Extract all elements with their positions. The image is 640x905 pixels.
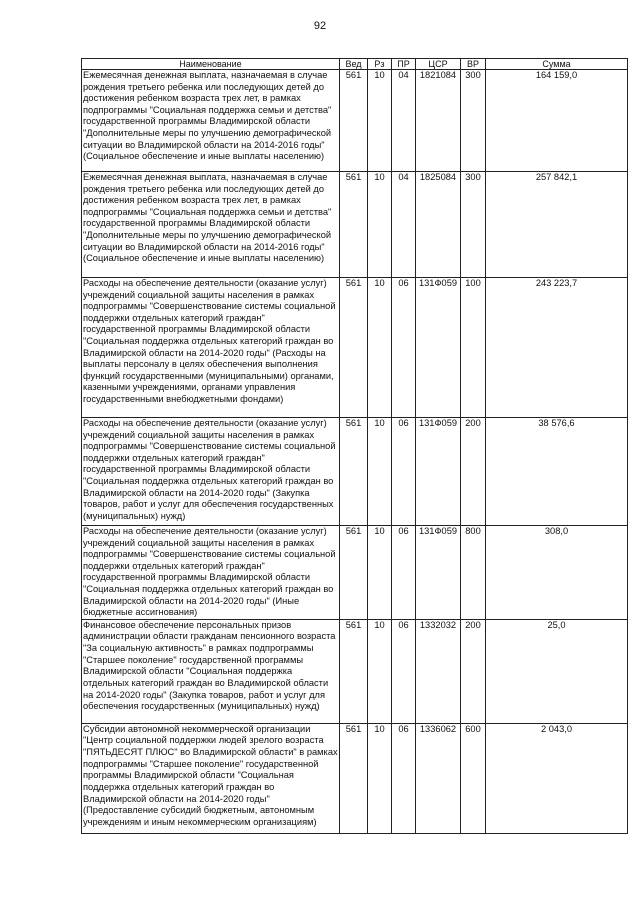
table-row [82,70,628,172]
row-name: Финансовое обеспечение персональных призов администрации области гражданам пенсионного возраста "За социальную активность" в рамках подпрограммы "Старшее поколение" государственной программы Владимирской области "Социальная поддержка отдельных категорий граждан во Владимирской области на 2014-2020 годы" (Закупка товаров, работ и услуг для обеспечения государственных (муниципальных) нужд) [82,619,340,723]
row-csr: 131Ф059 [416,526,461,620]
row-sum: 38 576,6 [486,418,628,526]
table-row [82,418,628,526]
row-rz: 10 [368,526,392,620]
row-pr: 04 [392,70,416,172]
table-row [82,526,628,620]
row-ved: 561 [340,619,368,723]
row-ved: 561 [340,418,368,526]
row-vr: 100 [461,278,486,418]
row-ved: 561 [340,278,368,418]
row-pr: 06 [392,619,416,723]
table-row [82,278,628,418]
row-csr: 1825084 [416,172,461,278]
budget-table [81,58,628,834]
header-vr: ВР [461,59,486,70]
header-name: Наименование [82,59,340,70]
row-rz: 10 [368,278,392,418]
row-pr: 06 [392,526,416,620]
row-vr: 200 [461,619,486,723]
row-rz: 10 [368,172,392,278]
row-sum: 257 842,1 [486,172,628,278]
header-rz: Рз [368,59,392,70]
row-vr: 600 [461,723,486,833]
header-csr: ЦСР [416,59,461,70]
row-rz: 10 [368,70,392,172]
row-pr: 06 [392,418,416,526]
row-sum: 25,0 [486,619,628,723]
row-ved: 561 [340,70,368,172]
row-sum: 308,0 [486,526,628,620]
row-ved: 561 [340,172,368,278]
header-pr: ПР [392,59,416,70]
row-sum: 243 223,7 [486,278,628,418]
page-number: 92 [313,20,327,32]
table-row [82,723,628,833]
row-rz: 10 [368,619,392,723]
header-ved: Вед [340,59,368,70]
row-pr: 04 [392,172,416,278]
header-sum: Сумма [486,59,628,70]
row-name: Расходы на обеспечение деятельности (оказание услуг) учреждений социальной защиты населения в рамках подпрограммы "Совершенствование системы социальной поддержки отдельных категорий граждан" государственной программы Владимирской области "Социальная поддержка отдельных категорий граждан во Владимирской области на 2014-2020 годы" (Закупка товаров, работ и услуг для обеспечения государственных (муниципальных) нужд) [82,418,340,526]
row-name: Расходы на обеспечение деятельности (оказание услуг) учреждений социальной защиты населения в рамках подпрограммы "Совершенствование системы социальной поддержки отдельных категорий граждан" государственной программы Владимирской области "Социальная поддержка отдельных категорий граждан во Владимирской области на 2014-2020 годы" (Иные бюджетные ассигнования) [82,526,340,620]
row-vr: 200 [461,418,486,526]
row-ved: 561 [340,526,368,620]
row-pr: 06 [392,723,416,833]
row-sum: 2 043,0 [486,723,628,833]
row-csr: 1336062 [416,723,461,833]
row-vr: 300 [461,172,486,278]
table-row [82,619,628,723]
row-csr: 131Ф059 [416,278,461,418]
row-name: Субсидии автономной некоммерческой организации "Центр социальной поддержки людей зрелого возраста "ПЯТЬДЕСЯТ ПЛЮС" во Владимирской области" в рамках подпрограммы "Старшее поколение" государственной программы Владимирской области "Социальная поддержка отдельных категорий граждан во Владимирской области на 2014-2020 годы" (Предоставление субсидий бюджетным, автономным учреждениям и иным некоммерческим организациям) [82,723,340,833]
row-ved: 561 [340,723,368,833]
row-pr: 06 [392,278,416,418]
row-name: Ежемесячная денежная выплата, назначаемая в случае рождения третьего ребенка или последующих детей до достижения ребенком возраста трех лет, в рамках подпрограммы "Социальная поддержка семьи и детства" государственной программы Владимирской области "Дополнительные меры по улучшению демографической ситуации во Владимирской области на 2014-2016 годы" (Социальное обеспечение и иные выплаты населению) [82,172,340,278]
row-vr: 300 [461,70,486,172]
row-vr: 800 [461,526,486,620]
table-row [82,172,628,278]
row-rz: 10 [368,418,392,526]
table-header-row [82,59,628,70]
row-name: Ежемесячная денежная выплата, назначаемая в случае рождения третьего ребенка или последующих детей до достижения ребенком возраста трех лет, в рамках подпрограммы "Социальная поддержка семьи и детства" государственной программы Владимирской области "Дополнительные меры по улучшению демографической ситуации во Владимирской области на 2014-2016 годы" (Социальное обеспечение и иные выплаты населению) [82,70,340,172]
row-csr: 1332032 [416,619,461,723]
row-sum: 164 159,0 [486,70,628,172]
row-csr: 131Ф059 [416,418,461,526]
row-rz: 10 [368,723,392,833]
row-name: Расходы на обеспечение деятельности (оказание услуг) учреждений социальной защиты населения в рамках подпрограммы "Совершенствование системы социальной поддержки отдельных категорий граждан" государственной программы Владимирской области "Социальная поддержка отдельных категорий граждан во Владимирской области на 2014-2020 годы" (Расходы на выплаты персоналу в целях обеспечения выполнения функций государственными (муниципальными) органами, казенными учреждениями, органами управления государственными внебюджетными фондами) [82,278,340,418]
row-csr: 1821084 [416,70,461,172]
